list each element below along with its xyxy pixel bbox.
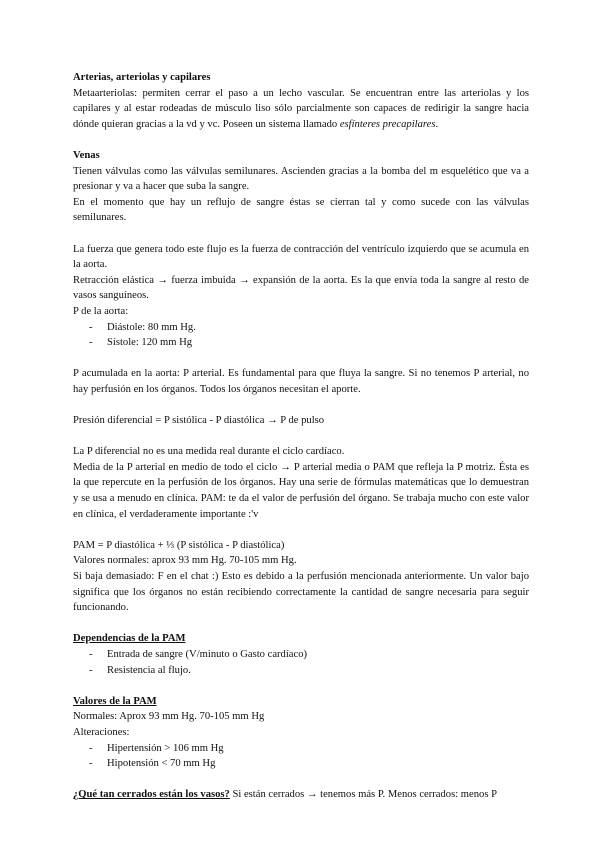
paragraph-p-diferencial: La P diferencial no es una medida real durante el ciclo cardíaco.	[73, 446, 345, 458]
paragraph-si-baja: Si baja demasiado: F en el chat :) Esto es debido a la perfusión mencionada anteriormente. Un valor bajo significa que los órganos no están recibiendo correctamente la cantidad de sangre necesaria para seguir funcionando.	[73, 571, 529, 614]
section-heading-dependencias: Dependencias de la PAM	[73, 633, 186, 645]
text-span: .	[435, 118, 439, 130]
spacer	[73, 522, 529, 538]
list-p-aorta	[73, 320, 529, 351]
spacer	[73, 397, 529, 413]
spacer	[73, 132, 529, 148]
list-item: - Entrada de sangre (V/minuto o Gasto cardíaco)	[73, 647, 529, 663]
paragraph-venas-1: Tienen válvulas como las válvulas semilunares. Ascienden gracias a la bomba del m esquelético que va a presionar y va a hacer que suba la sangre.	[73, 165, 529, 193]
text-span: Si están cerrados → tenemos más P. Menos cerrados: menos P	[229, 789, 497, 801]
spacer	[73, 616, 529, 632]
list-dependencias	[73, 647, 529, 678]
section-heading-valores: Valores de la PAM	[73, 695, 157, 707]
document-page	[73, 70, 529, 803]
spacer	[73, 226, 529, 242]
paragraph-pam-formula: PAM = P diastólica + ⅓ (P sistólica - P diastólica)	[73, 539, 285, 551]
paragraph-valores-normales: Valores normales: aprox 93 mm Hg. 70-105 mm Hg.	[73, 555, 297, 567]
spacer	[73, 429, 529, 445]
list-item: - Sístole: 120 mm Hg	[73, 335, 529, 351]
paragraph-presion-diferencial: Presión diferencial = P sistólica - P diastólica → P de pulso	[73, 415, 325, 427]
italic-term: esfínteres precapilares	[339, 118, 436, 130]
list-item: - Hipertensión > 106 mm Hg	[73, 741, 529, 757]
paragraph-metaarteriolas	[73, 86, 529, 133]
section-heading-arterias: Arterias, arteriolas y capilares	[73, 72, 211, 83]
paragraph-retraccion: Retracción elástica → fuerza imbuida → expansión de la aorta. Es la que envía toda la sangre al resto de vasos sanguíneos.	[73, 274, 529, 302]
list-item: - Hipotensión < 70 mm Hg	[73, 756, 529, 772]
spacer	[73, 772, 529, 788]
list-alteraciones	[73, 741, 529, 772]
section-heading-venas: Venas	[73, 149, 100, 161]
paragraph-p-aorta: P de la aorta:	[73, 305, 129, 317]
inline-heading: ¿Qué tan cerrados están los vasos?	[73, 789, 230, 801]
paragraph-alteraciones: Alteraciones:	[73, 726, 130, 738]
text-span: Metaarteriolas: permiten cerrar el paso a un lecho vascular. Se encuentran entre las arteriolas y los capilares y al estar rodeadas de músculo liso sólo parcialmente son capaces de redirigir la sangre hacia dónde quieran gracias a la vd y vc. Poseen un sistema llamado	[73, 87, 529, 130]
spacer	[73, 678, 529, 694]
paragraph-fuerza: La fuerza que genera todo este flujo es la fuerza de contracción del ventrículo izquierdo que se acumula en la aorta.	[73, 243, 529, 271]
paragraph-p-acumulada: P acumulada en la aorta: P arterial. Es fundamental para que fluya la sangre. Si no tenemos P arterial, no hay perfusión en los órganos. Todos los órganos necesitan el aporte.	[73, 368, 529, 395]
paragraph-que-tan-cerrados	[73, 787, 529, 803]
spacer	[73, 351, 529, 367]
paragraph-venas-2: En el momento que hay un reflujo de sangre éstas se cierran tal y como sucede con las válvulas semilunares.	[73, 196, 529, 224]
paragraph-normales: Normales: Aprox 93 mm Hg. 70-105 mm Hg	[73, 711, 265, 723]
paragraph-pam-media: Media de la P arterial en medio de todo el ciclo → P arterial media o PAM que refleja la P motriz. Ésta es la que repercute en la perfusión de los órganos. Hay una serie de fórmulas matemáticas que lo demuestran y se usa a menudo en clínica. PAM: te da el valor de perfusión del órgano. Se trabaja mucho con este valor en clínica, el verdaderamente importante :'v	[73, 461, 529, 520]
list-item: - Resistencia al flujo.	[73, 663, 529, 679]
list-item: - Diástole: 80 mm Hg.	[73, 320, 529, 336]
